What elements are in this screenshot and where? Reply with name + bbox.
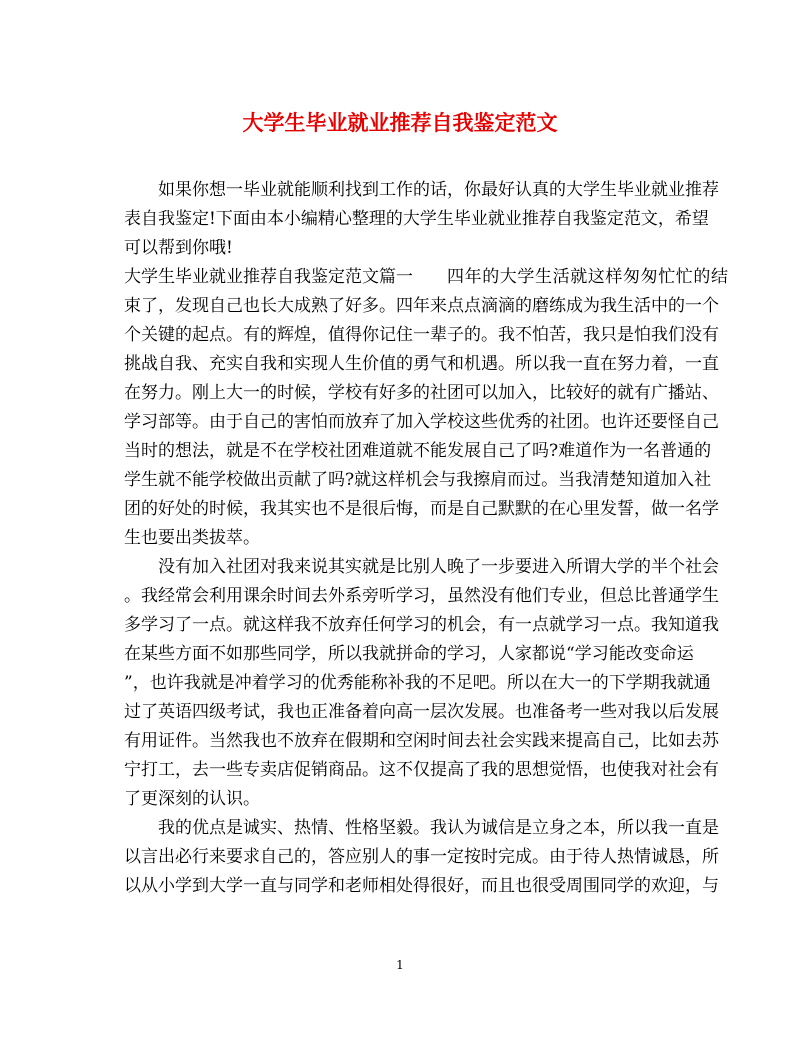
text-line: 了更深刻的认识。 [124, 789, 260, 809]
paragraph [124, 176, 719, 263]
text-line: 过了英语四级考试，我也正准备着向高一层次发展。也准备考一些对我以后发展 [124, 702, 719, 722]
text-line: 束了，发现自己也长大成熟了好多。四年来点点滴滴的磨练成为我生活中的一个 [124, 296, 719, 316]
text-line: 团的好处的时候，我其实也不是很后悔，而是自己默默的在心里发誓，做一名学 [124, 499, 719, 519]
text-line: 个关键的起点。有的辉煌，值得你记住一辈子的。我不怕苦，我只是怕我们没有 [124, 325, 719, 345]
text-line: 以言出必行来要求自己的，答应别人的事一定按时完成。由于待人热情诚恳，所 [124, 847, 719, 867]
text-line: 没有加入社团对我来说其实就是比别人晚了一步要进入所谓大学的半个社会 [158, 557, 719, 577]
text-line: 以从小学到大学一直与同学和老师相处得很好，而且也很受周围同学的欢迎，与 [124, 876, 719, 896]
text-line: 在某些方面不如那些同学，所以我就拼命的学习，人家都说“学习能改变命运 [124, 644, 694, 664]
document-title: 大学生毕业就业推荐自我鉴定范文 [242, 110, 558, 135]
paragraph [124, 814, 719, 901]
text-line: 学生就不能学校做出贡献了吗?就这样机会与我擦肩而过。当我清楚知道加入社 [124, 470, 712, 490]
section-heading: 大学生毕业就业推荐自我鉴定范文篇一 [124, 267, 413, 287]
text-line [124, 263, 729, 292]
text-line: ”，也许我就是冲着学习的优秀能称补我的不足吧。所以在大一的下学期我就通 [124, 673, 711, 693]
document-body [124, 176, 729, 901]
text-line: 生也要出类拔萃。 [124, 528, 260, 548]
text-line: 我的优点是诚实、热情、性格坚毅。我认为诚信是立身之本，所以我一直是 [158, 818, 719, 838]
paragraph [124, 263, 729, 553]
text-line: 表自我鉴定!下面由本小编精心整理的大学生毕业就业推荐自我鉴定范文，希望 [124, 209, 709, 229]
text-line: 学习部等。由于自己的害怕而放弃了加入学校这些优秀的社团。也许还要怪自己 [124, 412, 719, 432]
heading-line-text: 四年的大学生活就这样匆匆忙忙的结 [447, 267, 729, 287]
paragraph [124, 553, 719, 814]
text-line: 当时的想法，就是不在学校社团难道就不能发展自己了吗?难道作为一名普通的 [124, 441, 712, 461]
text-line: 宁打工，去一些专卖店促销商品。这不仅提高了我的思想觉悟，也使我对社会有 [124, 760, 719, 780]
text-line: 多学习了一点。就这样我不放弃任何学习的机会，有一点就学习一点。我知道我 [124, 615, 719, 635]
text-line: 挑战自我、充实自我和实现人生价值的勇气和机遇。所以我一直在努力着，一直 [124, 354, 719, 374]
text-line: 有用证件。当然我也不放弃在假期和空闲时间去社会实践来提高自己，比如去苏 [124, 731, 719, 751]
text-line: 在努力。刚上大一的时候，学校有好多的社团可以加入，比较好的就有广播站、 [124, 383, 719, 403]
text-line: 如果你想一毕业就能顺利找到工作的话，你最好认真的大学生毕业就业推荐 [158, 180, 719, 200]
text-line: 可以帮到你哦! [124, 238, 233, 258]
text-line: 。我经常会利用课余时间去外系旁听学习，虽然没有他们专业，但总比普通学生 [124, 586, 719, 606]
page-number: 1 [396, 958, 404, 972]
